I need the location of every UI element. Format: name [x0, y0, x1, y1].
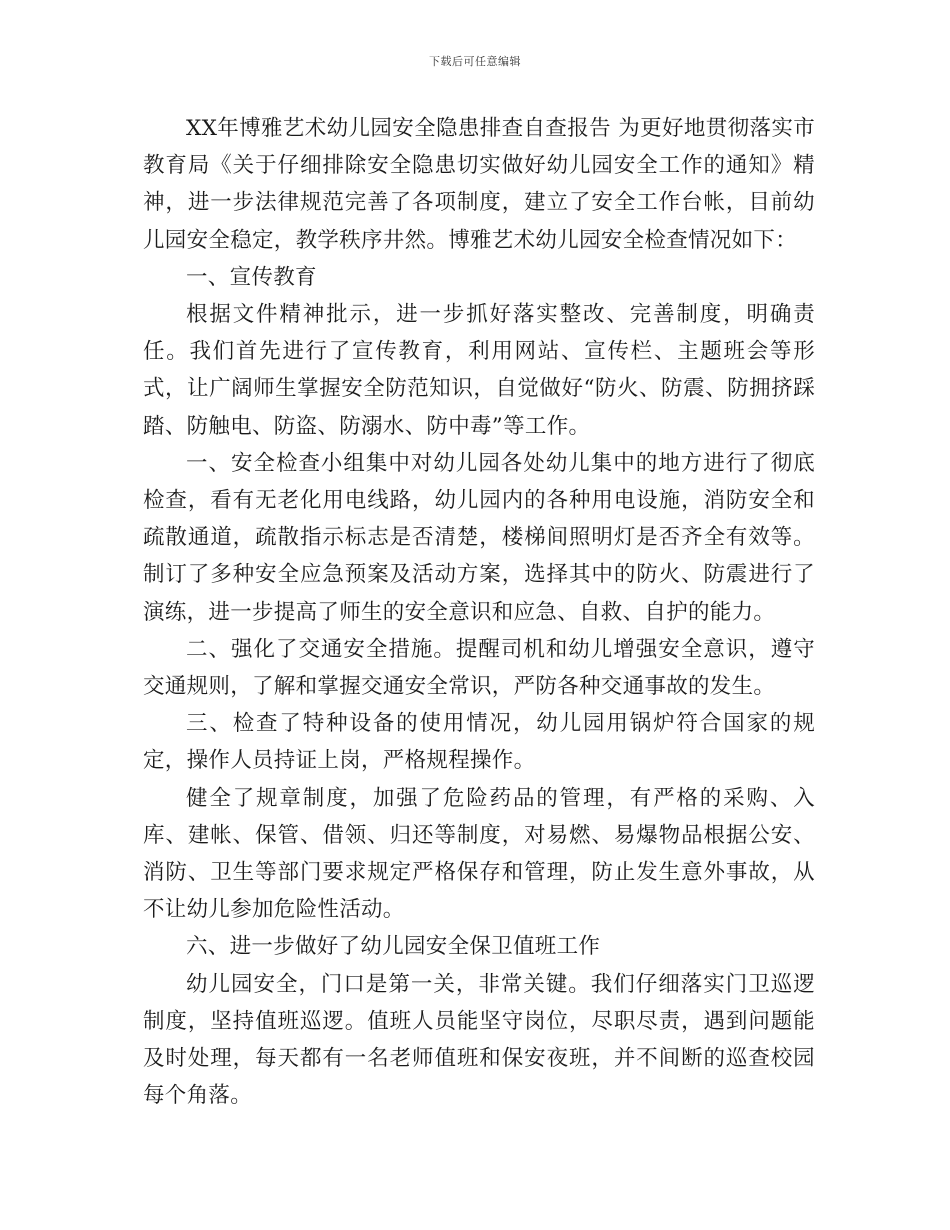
document-body	[143, 110, 815, 1114]
special-equipment-paragraph: 三、检查了特种设备的使用情况，幼儿园用锅炉符合国家的规定，操作人员持证上岗，严格规程操作。	[143, 711, 815, 774]
safety-inspection-paragraph: 一、安全检查小组集中对幼儿园各处幼儿集中的地方进行了彻底检查，看有无老化用电线路，幼儿园内的各种用电设施，消防安全和疏散通道，疏散指示标志是否清楚，楼梯间照明灯是否齐全有效等。制订了多种安全应急预案及活动方案，选择其中的防火、防震进行了演练，进一步提高了师生的安全意识和应急、自救、自护的能力。	[143, 450, 815, 625]
traffic-safety-paragraph: 二、强化了交通安全措施。提醒司机和幼儿增强安全意识，遵守交通规则，了解和掌握交通安全常识，严防各种交通事故的发生。	[143, 636, 815, 700]
page-header-note: 下载后可任意编辑	[429, 55, 521, 68]
publicity-education-paragraph: 根据文件精神批示，进一步抓好落实整改、完善制度，明确责任。我们首先进行了宣传教育，利用网站、宣传栏、主题班会等形式，让广阔师生掌握安全防范知识，自觉做好“防火、防震、防拥挤踩踏、防触电、防盗、防溺水、防中毒”等工作。	[143, 302, 815, 439]
section-heading-security-duty: 六、进一步做好了幼儿园安全保卫值班工作	[186, 934, 601, 960]
report-intro-paragraph: XX年博雅艺术幼儿园安全隐患排查自查报告 为更好地贯彻落实市教育局《关于仔细排除安全隐患切实做好幼儿园安全工作的通知》精神，进一步法律规范完善了各项制度，建立了安全工作台帐，目前幼儿园安全稳定，教学秩序井然。博雅艺术幼儿园安全检查情况如下：	[143, 116, 815, 253]
security-duty-paragraph: 幼儿园安全，门口是第一关，非常关键。我们仔细落实门卫巡逻制度，坚持值班巡逻。值班人员能坚守岗位，尽职尽责，遇到问题能及时处理，每天都有一名老师值班和保安夜班，并不间断的巡查校园每个角落。	[143, 971, 815, 1109]
hazardous-materials-paragraph: 健全了规章制度，加强了危险药品的管理，有严格的采购、入库、建帐、保管、借领、归还等制度，对易燃、易爆物品根据公安、消防、卫生等部门要求规定严格保存和管理，防止发生意外事故，从不让幼儿参加危险性活动。	[143, 785, 815, 923]
section-heading-publicity-education: 一、宣传教育	[186, 264, 317, 290]
